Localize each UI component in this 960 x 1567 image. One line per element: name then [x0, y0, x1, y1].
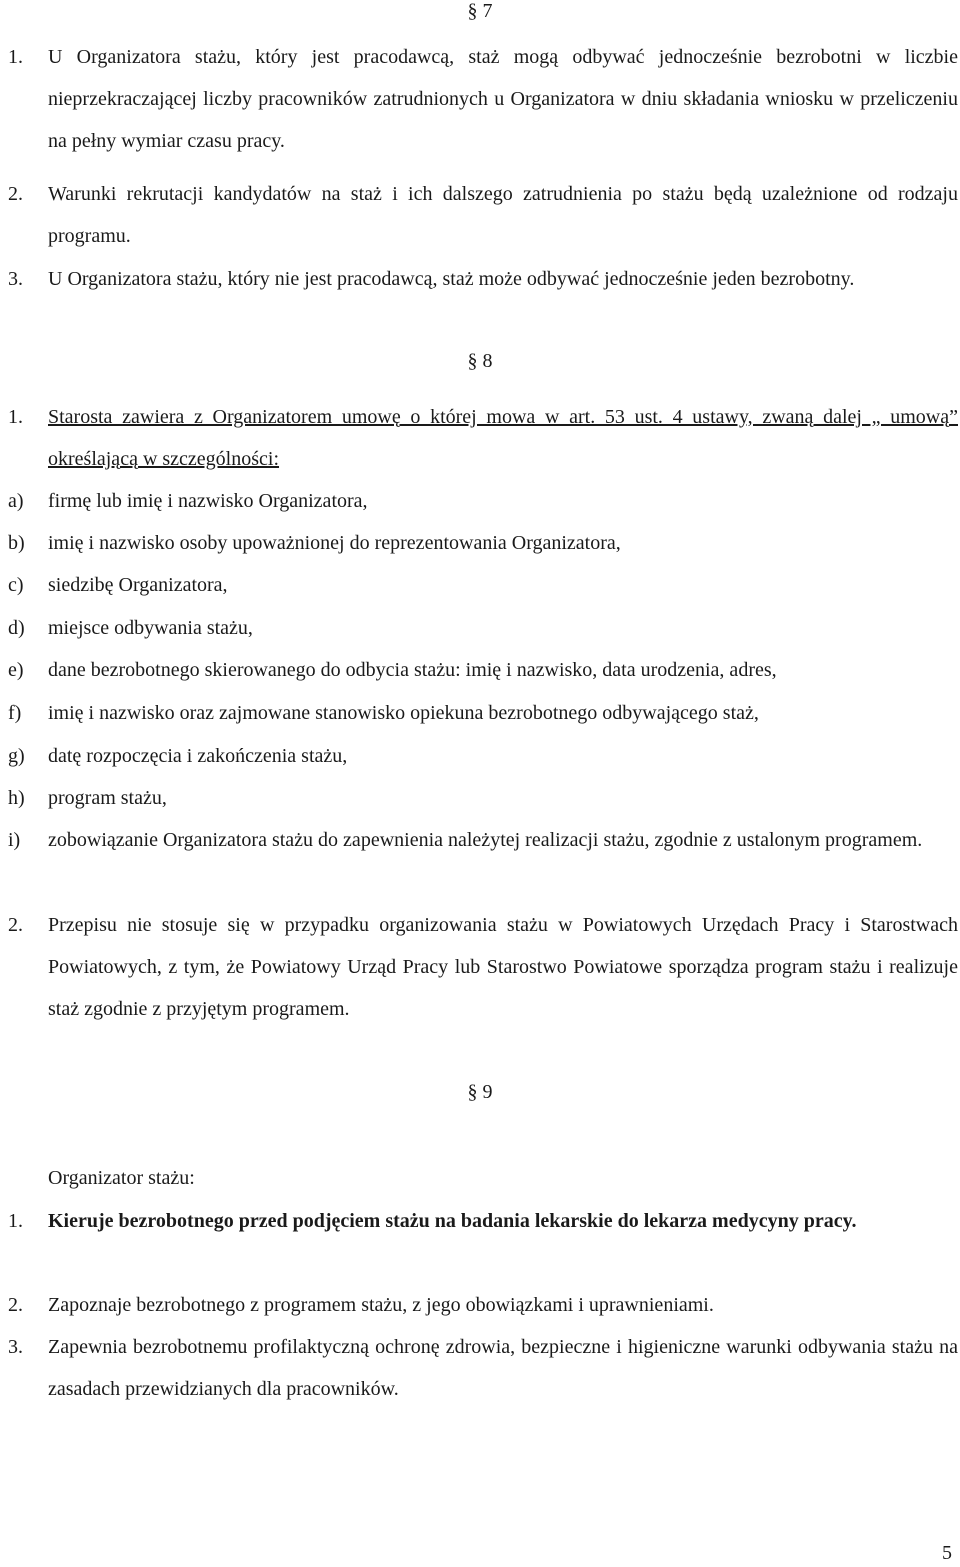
- intro-text: Organizator stażu:: [48, 1167, 195, 1189]
- item-text: zobowiązanie Organizatora stażu do zapewnienia należytej realizacji stażu, zgodnie z ustalonym programem.: [48, 829, 923, 851]
- item-text: firmę lub imię i nazwisko Organizatora,: [48, 490, 368, 512]
- section-heading-8: § 8: [467, 350, 493, 372]
- item-letter: i): [8, 829, 21, 851]
- item-text: Zapoznaje bezrobotnego z programem stażu, z jego obowiązkami i uprawnieniami.: [48, 1294, 714, 1316]
- item-text: siedzibę Organizatora,: [48, 574, 228, 596]
- item-text: datę rozpoczęcia i zakończenia stażu,: [48, 745, 348, 767]
- item-letter: b): [8, 532, 25, 554]
- item-text: dane bezrobotnego skierowanego do odbycia stażu: imię i nazwisko, data urodzenia, adres,: [48, 659, 777, 681]
- item-number: 3.: [8, 1336, 23, 1358]
- item-text: U Organizatora stażu, który nie jest pracodawcą, staż może odbywać jednocześnie jeden bezrobotny.: [48, 268, 855, 290]
- item-number: 3.: [8, 268, 23, 290]
- item-letter: a): [8, 490, 24, 512]
- item-text: Kieruje bezrobotnego przed podjęciem stażu na badania lekarskie do lekarza medycyny pracy.: [48, 1210, 857, 1232]
- section-heading-7: § 7: [467, 0, 493, 22]
- item-number: 1.: [8, 46, 23, 68]
- item-text: imię i nazwisko osoby upoważnionej do reprezentowania Organizatora,: [48, 532, 621, 554]
- item-number: 1.: [8, 1210, 23, 1232]
- item-number: 2.: [8, 914, 23, 936]
- item-letter: g): [8, 745, 25, 767]
- item-number: 2.: [8, 183, 23, 205]
- item-letter: f): [8, 702, 22, 724]
- item-letter: e): [8, 659, 24, 681]
- item-number: 2.: [8, 1294, 23, 1316]
- item-letter: h): [8, 787, 25, 809]
- section-heading-9: § 9: [467, 1081, 493, 1103]
- item-letter: c): [8, 574, 24, 596]
- item-text: U Organizatora stażu, który jest pracodawcą, staż mogą odbywać jednocześnie bezrobotni w liczbie nieprzekraczającej liczby pracowników zatrudnionych u Organizatora w dniu składania wniosku w przeliczeniu na pełny wymiar czasu pracy.: [48, 46, 958, 152]
- item-text: program stażu,: [48, 787, 167, 809]
- item-text: Przepisu nie stosuje się w przypadku organizowania stażu w Powiatowych Urzędach Pracy i Starostwach Powiatowych, z tym, że Powiatowy Urząd Pracy lub Starostwo Powiatowe sporządza program stażu i realizuje staż zgodnie z przyjętym programem.: [48, 914, 958, 1020]
- item-text: miejsce odbywania stażu,: [48, 617, 253, 639]
- item-letter: d): [8, 617, 25, 639]
- item-text: imię i nazwisko oraz zajmowane stanowisko opiekuna bezrobotnego odbywającego staż,: [48, 702, 759, 724]
- item-text: Warunki rekrutacji kandydatów na staż i ich dalszego zatrudnienia po stażu będą uzależnione od rodzaju programu.: [48, 183, 958, 247]
- page-number: 5: [942, 1542, 952, 1564]
- item-number: 1.: [8, 406, 23, 428]
- item-text: Starosta zawiera z Organizatorem umowę o której mowa w art. 53 ust. 4 ustawy, zwaną dalej „ umową” określającą w szczególności:: [48, 406, 958, 470]
- item-text: Zapewnia bezrobotnemu profilaktyczną ochronę zdrowia, bezpieczne i higieniczne warunki odbywania stażu na zasadach przewidzianych dla pracowników.: [48, 1336, 958, 1400]
